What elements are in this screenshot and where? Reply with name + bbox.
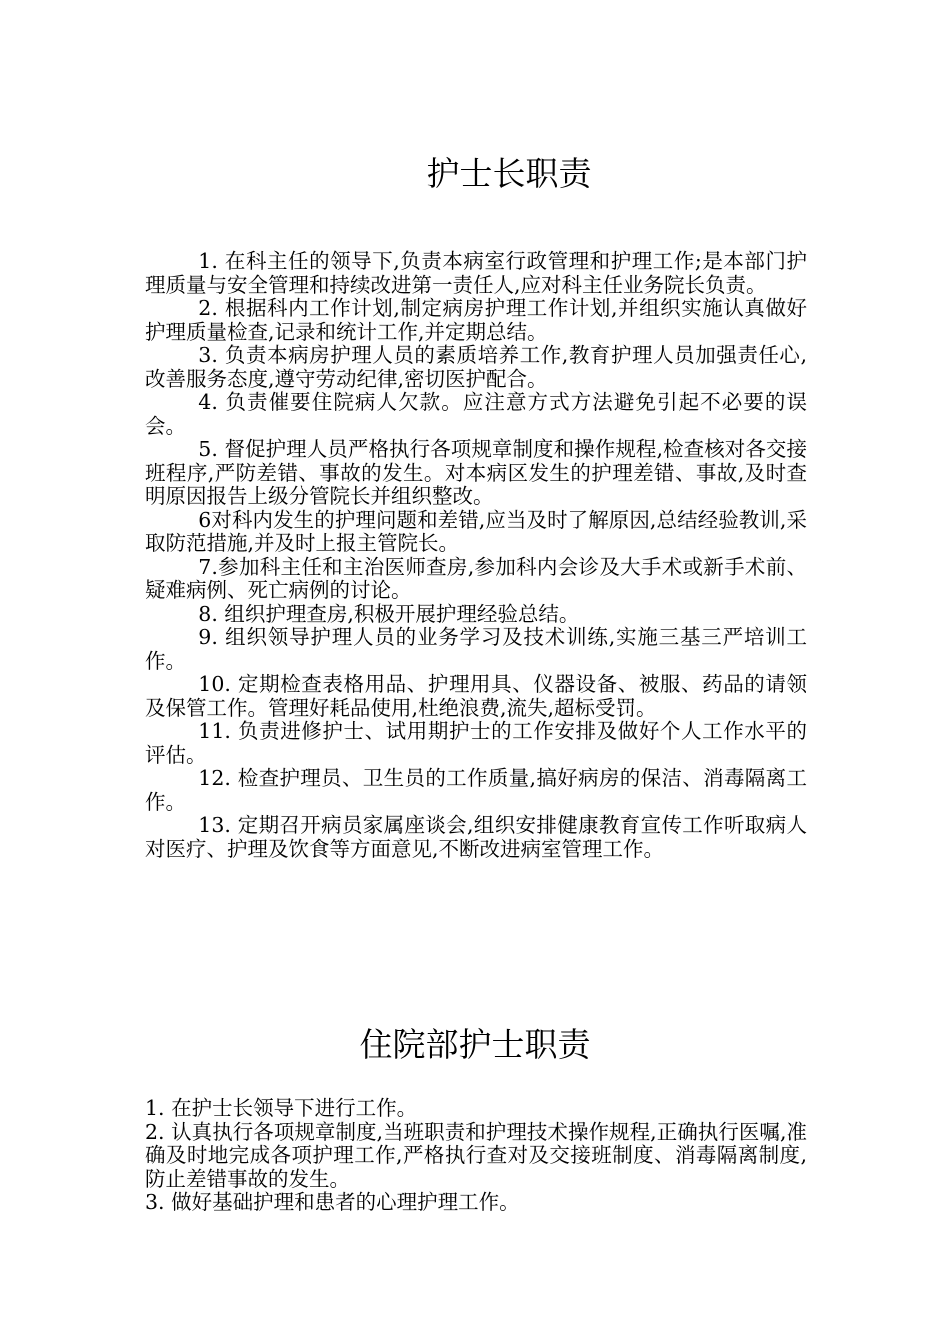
list-item: 5. 督促护理人员严格执行各项规章制度和操作规程,检查核对各交接班程序,严防差错、事故的发生。对本病区发生的护理差错、事故,及时查明原因报告上级分管院长并组织整改。 [145, 437, 807, 508]
head-nurse-duties-list [145, 250, 807, 861]
section-title-ward-nurse-duties: 住院部护士职责 [359, 1025, 591, 1064]
list-item: 4. 负责催要住院病人欠款。应注意方式方法避免引起不必要的误会。 [145, 390, 807, 438]
list-item: 7.参加科主任和主治医师查房,参加科内会诊及大手术或新手术前、疑难病例、死亡病例的讨论。 [145, 554, 807, 602]
list-item: 11. 负责进修护士、试用期护士的工作安排及做好个人工作水平的评估。 [145, 719, 807, 767]
list-item: 2. 认真执行各项规章制度,当班职责和护理技术操作规程,正确执行医嘱,准确及时地完成各项护理工作,严格执行查对及交接班制度、消毒隔离制度,防止差错事故的发生。 [145, 1119, 807, 1191]
list-item: 3. 做好基础护理和患者的心理护理工作。 [145, 1190, 520, 1214]
list-item: 1. 在科主任的领导下,负责本病室行政管理和护理工作;是本部门护理质量与安全管理和持续改进第一责任人,应对科主任业务院长负责。 [145, 249, 807, 297]
list-item: 6对科内发生的护理问题和差错,应当及时了解原因,总结经验教训,采取防范措施,并及时上报主管院长。 [145, 507, 807, 555]
list-item: 1. 在护士长领导下进行工作。 [145, 1096, 418, 1120]
list-item: 2. 根据科内工作计划,制定病房护理工作计划,并组织实施认真做好护理质量检查,记录和统计工作,并定期总结。 [145, 296, 807, 344]
list-item: 8. 组织护理查房,积极开展护理经验总结。 [198, 601, 580, 626]
ward-nurse-duties-list [145, 1097, 807, 1215]
list-item: 9. 组织领导护理人员的业务学习及技术训练,实施三基三严培训工作。 [145, 625, 807, 673]
list-item: 10. 定期检查表格用品、护理用具、仪器设备、被服、药品的请领及保管工作。管理好耗品使用,杜绝浪费,流失,超标受罚。 [145, 672, 807, 720]
list-item: 12. 检查护理员、卫生员的工作质量,搞好病房的保洁、消毒隔离工作。 [145, 766, 807, 814]
list-item: 3. 负责本病房护理人员的素质培养工作,教育护理人员加强责任心,改善服务态度,遵守劳动纪律,密切医护配合。 [145, 343, 807, 391]
list-item: 13. 定期召开病员家属座谈会,组织安排健康教育宣传工作听取病人对医疗、护理及饮食等方面意见,不断改进病室管理工作。 [145, 813, 807, 861]
section-title-head-nurse-duties: 护士长职责 [426, 154, 592, 193]
